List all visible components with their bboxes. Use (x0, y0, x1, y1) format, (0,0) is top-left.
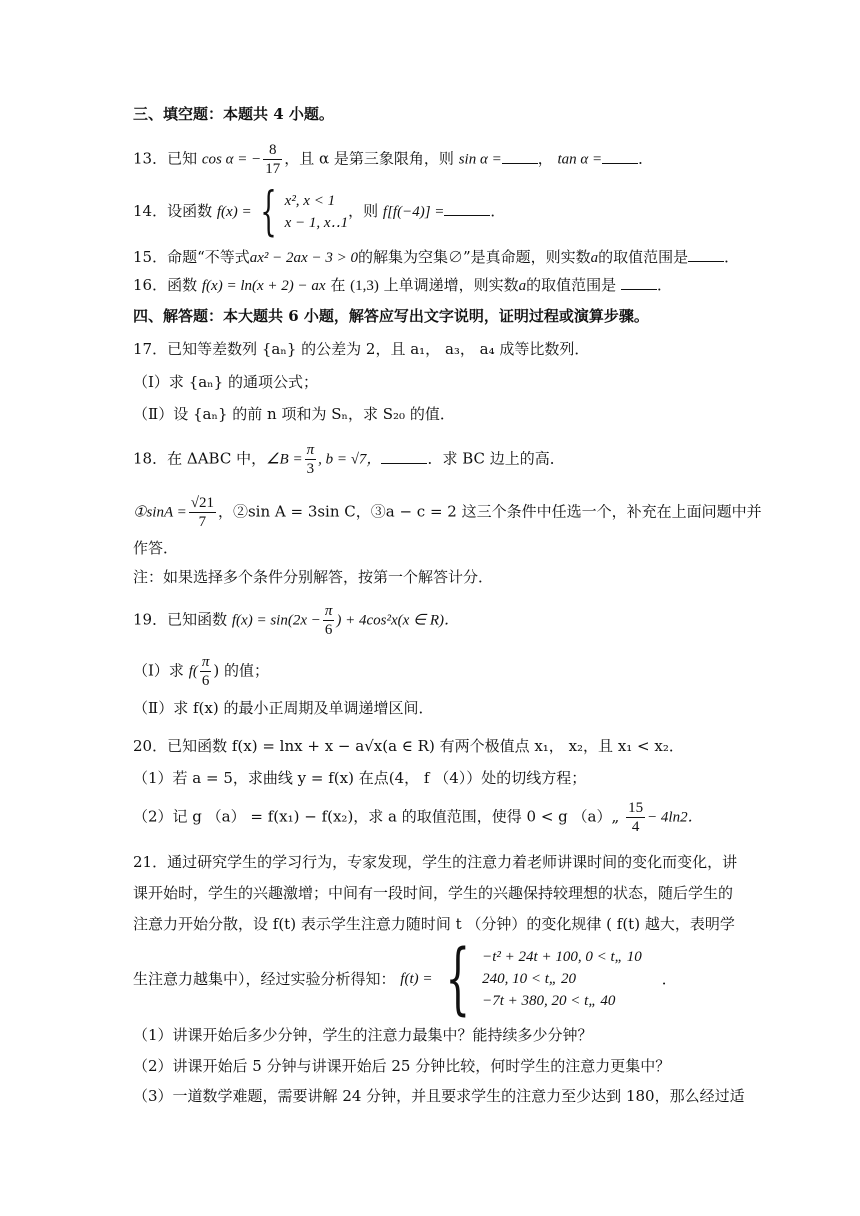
question-13: 13．已知 cos α = − $\frac{8}{17}$ ，且 α 是第三象限角，则 sin α = ， tan α = ． (133, 142, 654, 177)
question-17: 17．已知等差数列 {aₙ} 的公差为 2，且 a₁， a₃， a₄ 成等比数列． (133, 340, 590, 358)
question-21-piecewise: 生注意力越集中），经过实验分析得知： f(t) = { −t² + 24t + 100, 0 < t„ 10 240, 10 < t„ 20 −7t + 380, 20 < t„ 40 ． (133, 934, 677, 1024)
q19-part-2: （Ⅱ）求 f(x) 的最小正周期及单调递增区间． (133, 699, 434, 717)
question-15: 15．命题“不等式ax² − 2ax − 3 > 0的解集为空集∅”是真命题，则实数a的取值范围是 ． (133, 248, 740, 266)
answer-blank (621, 275, 657, 290)
answer-blank (502, 149, 538, 164)
q21-part-2: （2）讲课开始后 5 分钟与讲课开始后 25 分钟比较，何时学生的注意力更集中？ (133, 1057, 671, 1075)
q14-cases: x², x < 1 x − 1, x‥1 (284, 193, 349, 231)
question-14: 14．设函数 f(x) = { x², x < 1 x − 1, x‥1 ，则 f[f(−4)] = ． (133, 182, 506, 242)
question-20: 20．已知函数 f(x) = lnx + x − a√x(a ∈ R) 有两个极值点 x₁， x₂，且 x₁ < x₂． (133, 737, 684, 755)
question-18: 18．在 ΔABC 中，∠B = $\frac{\pi}{3}$ , b = √7， ．求 BC 边上的高． (133, 442, 565, 477)
q17-part-2: （Ⅱ）设 {aₙ} 的前 n 项和为 Sₙ，求 S₂₀ 的值． (133, 405, 455, 423)
q17-part-1: （Ⅰ）求 {aₙ} 的通项公式； (133, 373, 318, 391)
question-21-line-2: 课开始时，学生的兴趣激增；中间有一段时间，学生的兴趣保持较理想的状态，随后学生的 (133, 884, 734, 902)
answer-blank (381, 449, 427, 464)
q19-part-1: （Ⅰ）求 f( $\frac{\pi}{6}$ ) 的值； (133, 654, 270, 689)
answer-blank (688, 247, 724, 262)
answer-blank (602, 149, 638, 164)
answer-blank (444, 201, 490, 216)
q18-note: 注：如果选择多个条件分别解答，按第一个解答计分． (133, 568, 494, 586)
question-21-line-3: 注意力开始分散，设 f(t) 表示学生注意力随时间 t （分钟）的变化规律 ( f(t) 越大，表明学 (133, 915, 735, 933)
q20-part-2: （2）记 g （a） = f(x₁) − f(x₂)，求 a 的取值范围，使得 0 < g （a）„ $\frac{15}{4}$ − 4ln2． (133, 800, 703, 835)
question-21-line-1: 21．通过研究学生的学习行为，专家发现，学生的注意力着老师讲课时间的变化而变化，讲 (133, 853, 738, 871)
q21-part-3: （3）一道数学难题，需要讲解 24 分钟，并且要求学生的注意力至少达到 180，那么经过适 (133, 1087, 745, 1105)
q13-label: 13．已知 (133, 149, 198, 168)
question-19: 19．已知函数 f(x) = sin(2x − $\frac{\pi}{6}$ ) + 4cos²x(x ∈ R)． (133, 603, 460, 638)
section-3-heading: 三、填空题：本题共 4 小题。 (133, 105, 334, 123)
q18-options: ①sinA = $\frac{√21}{7}$ ，②sin A = 3sin C，③a − c = 2 这三个条件中任选一个，补充在上面问题中并 (133, 495, 762, 530)
question-16: 16．函数 f(x) = ln(x + 2) − ax 在 (1,3) 上单调递增，则实数a的取值范围是 ． (133, 276, 672, 294)
q13-expr: cos α = − (201, 151, 262, 168)
q20-part-1: （1）若 a = 5，求曲线 y = f(x) 在点(4， f （4））处的切线方程； (133, 769, 587, 787)
q13-fraction: $\frac{8}{17}$ (265, 142, 281, 177)
q18-continuation: 作答． (133, 539, 179, 557)
section-4-heading: 四、解答题：本大题共 6 小题，解答应写出文字说明，证明过程或演算步骤。 (133, 307, 649, 325)
q21-cases: −t² + 24t + 100, 0 < t„ 10 240, 10 < t„ 20 −7t + 380, 20 < t„ 40 (482, 949, 642, 1009)
q21-part-1: （1）讲课开始后多少分钟，学生的注意力最集中？能持续多少分钟？ (133, 1026, 593, 1044)
